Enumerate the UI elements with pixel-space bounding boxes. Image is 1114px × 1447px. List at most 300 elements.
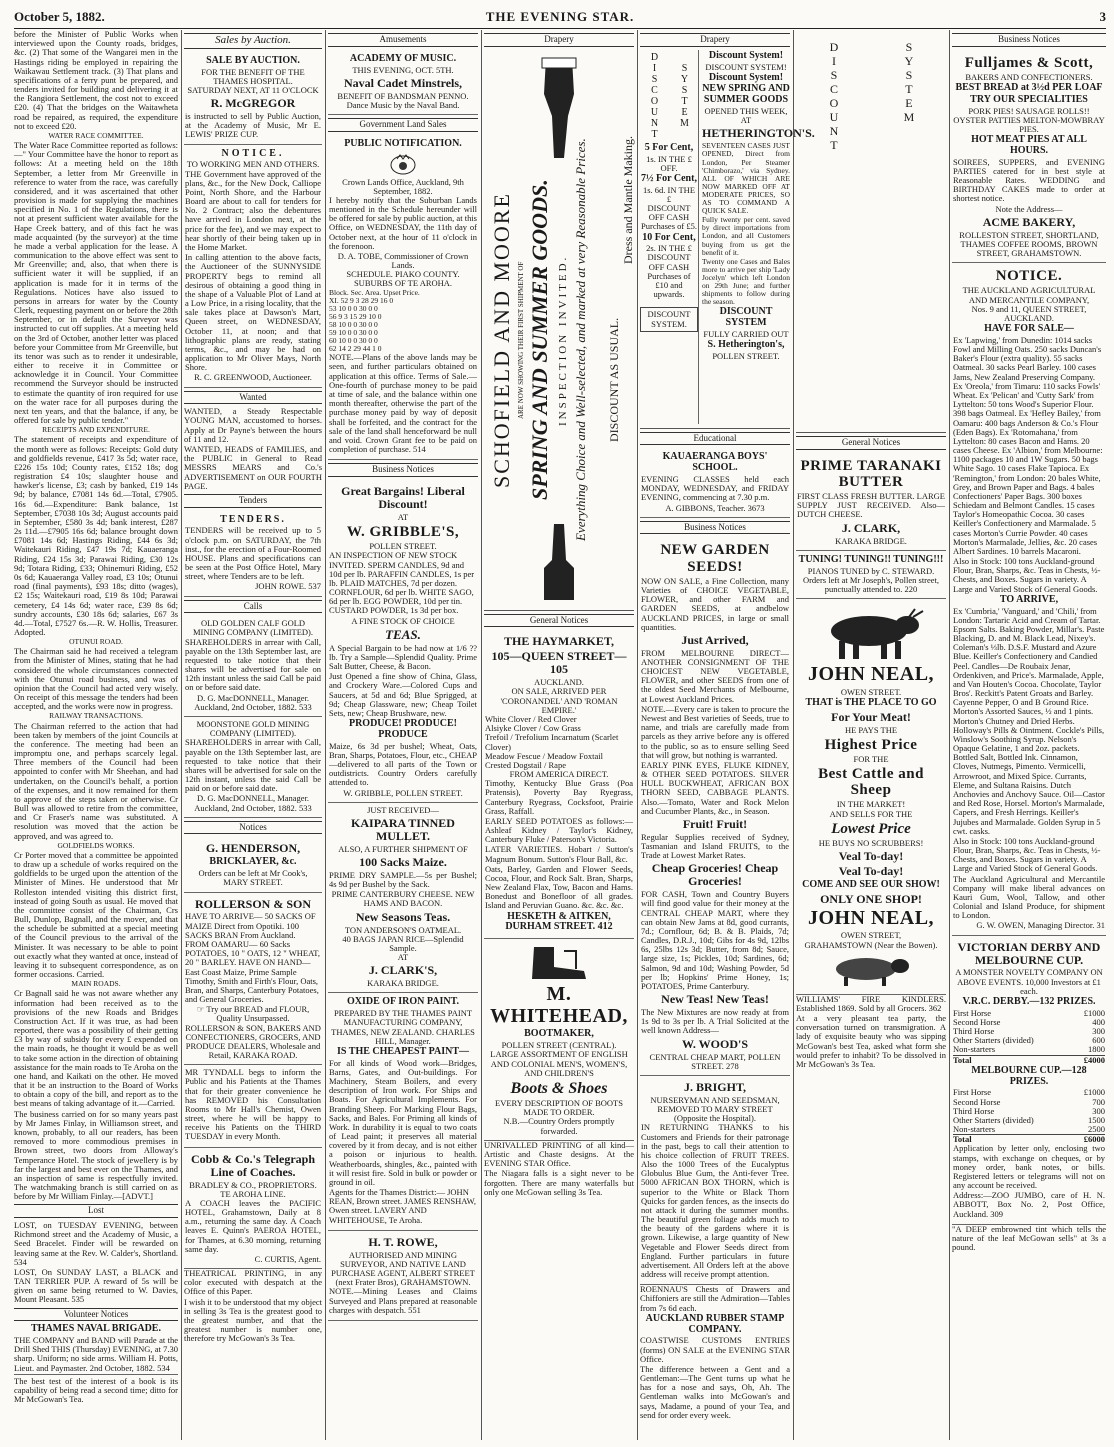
ad-title: KAIPARA TINNED MULLET. [351,815,455,843]
section-header-general: General Notices [796,436,946,450]
ad-pre: JUST RECEIVED— [367,804,439,815]
ad-graham: GRAHAMSTOWN (Near the Bowen). [804,939,938,950]
ad-title: PRIME TARANAKI BUTTER [800,457,942,490]
table-row: 60 10 0 0 30 0 0 [329,336,378,346]
schofield-goods: SPRING AND SUMMER GOODS. [527,179,552,501]
fulljames-ad [952,50,1106,264]
ad-body: LARGE ASSORTMENT OF ENGLISH AND COLONIAL MEN'S, WOMEN'S, AND CHILDREN'S [490,1049,628,1078]
discount-word: DISCOUNT [649,51,660,140]
ad-boots: Boots & Shoes [510,1079,608,1097]
row-value: 1500 [1088,1114,1105,1125]
schofield-ad [484,50,634,611]
ad-body: NOTE.—Mining Leases and Claims Surveyed and Plans prepared at reasonable charges with despatch. 551 [329,1286,477,1315]
ad-title: ACADEMY OF MUSIC. [349,52,457,64]
row-label: Second Horse [953,1096,1001,1107]
royal-crest-icon [388,153,418,175]
tea-ad: The Niagara falls is a sight never to be forgotten. There are many waterfalls but only one McGowan selling 3s Tea. [484,1168,634,1197]
column-4 [484,30,634,1440]
row-label: Third Horse [953,1105,995,1116]
ad-title: SALE BY AUCTION. [206,54,300,66]
ad-body: PRIME DRY SAMPLE.—5s per Bushel; 4s 9d per Bushel by the Sack. [329,869,477,890]
ad-body: Oats, Barley, Garden and Flower Seeds, Cocoa, Flour, and Rock Salt. Bran, Sharps, New Zealand Flax, Tow, Bacon and Hams. Bonedust and Bonefloor of all grades. Island and Peruvian Guano. &c. &c. &c. [485,863,633,911]
ad-place: THAT is THE PLACE TO GO [805,696,937,708]
ad-title: THE HAYMARKET, [503,634,614,649]
ad-foot: Dance Music by the Naval Band. [346,99,460,110]
ad-name: J. CLARK, [841,520,901,535]
table-row: 62 14 2 29 44 1 0 [329,344,382,354]
ad-at: AT [740,115,752,126]
ad-title: KAUAERANGA BOYS' SCHOOL. [662,451,768,474]
ad-body: SOIREES, SUPPERS, and EVENING PARTIES catered for in best style at Reasonable Rates. WEDDING and BIRTHDAY CAKES made to order at shortest notice. [953,156,1105,204]
ad-nb: N.B.—Country Orders promptly forwarded. [503,1116,615,1136]
row-label: First Horse [953,1087,992,1098]
schofield-discount: DISCOUNT AS USUAL. [607,317,621,442]
printing-ad: THEATRICAL PRINTING, in any color executed with despatch at the Office of this Paper. [184,1268,322,1297]
ad-at: AT [397,952,409,963]
ad-address: POLLEN STREET (CENTRAL). [501,1040,617,1051]
ad-street: KARAKA BRIDGE. [835,535,907,546]
column-rule [949,30,950,1440]
tier-amount: 5 For Cent, [644,141,694,153]
news-paragraph: The business carried on for so many years past by Mr James Finlay, in Williamson street, and known, probably, to all our readers, has been removed to more commodious premises in Brown street, two doors from Alloway's Temperance Hotel. The stock of jewellery is by far the largest and best ever on the Thames, and an inspection of same is respectfully invited. The watchmaking branch is still carried on as before by Mr William Finlay.—[ADVT.] [14,1108,178,1202]
ad-sign: JOHN ROWE. 537 [255,581,321,592]
ad-name: W. GRIBBLE'S, [346,524,460,540]
ad-teas: New Teas! New Teas! [661,992,769,1007]
row-value: 300 [1092,1105,1105,1116]
schofield-sub: ARE NOW SHOWING THEIR FIRST SHIPMENT OF [517,261,525,419]
ad-subtitle: Crown Lands Office, Auckland, 9th September, 1882. [342,176,464,196]
ad-list: For all kinds of Wood work—Bridges, Barns, Gates, and Out-buildings. For Machinery, Steam Boilers, and every description of Iron work. For Ships and Boats. For Agricultural Implements. For Branding Sheep. For Marking Flour Bags, Sacks, and Bales. For Priming all kinds of Work. In durability it is equal to two coats of Lead paint; it preserves all material covered by it from decay, and is not either a poison or injurious to health. Weatherboards, shingles, &c., painted with it will resist fire. Sold in bulk or powder or ground in oil. [329,1057,477,1187]
ad-pays: HE PAYS THE [844,724,898,735]
row-value: £4000 [1083,1054,1105,1065]
row-value: £1000 [1083,1007,1105,1018]
wanted-ad: WANTED, HEADS of FAMILIES, and the PUBLIC in General to Read MESSRS MEARS and Co.'s ADVERTISEMENT on OUR FOURTH PAGE. [184,443,322,491]
ad-street: OWEN STREET, [840,930,902,941]
system-word: SYSTEM [679,62,690,129]
ad-america: FROM AMERICA DIRECT. [509,769,609,780]
boot-icon [504,945,614,981]
cobb-ad [184,1148,322,1269]
ad-name: J. BRIGHT, [683,1079,747,1094]
ad-body: Fully twenty per cent. saved by direct importations from London, and all Customers buying from us get the benefit of it. [702,215,790,257]
ad-body: In calling attention to the above facts, the Auctioneer of the SUNNYSIDE PROPERTY begs to remind all desirous of obtaining a good thing in the shape of a Valuable Plot of Land at a Low Price, in a rising locality, that the sale takes place at Dawson's Mart, Queen street, on WEDNESDAY, October 11, at noon; and that lithographic plans are ready, stating terms, &c., and may be had on application to Mr Oliver Mays, North Shore. [185,252,321,373]
ad-veal: Veal To-day! [838,849,904,864]
ad-title: NEW GARDEN SEEDS! [660,542,770,575]
tyndall-ad [184,1065,322,1147]
list-item: Meadow Fescue / Meadow Foxtail [485,750,604,761]
ad-trade: NURSERYMAN AND SEEDSMAN, REMOVED TO MARY STREET (Opposite the Hospital). [650,1094,780,1124]
whitehead-ad [484,939,634,1141]
section-header-lost: Lost [14,1204,178,1218]
ad-body: Orders left at Mr Joseph's, Pollen street, punctually attended to. 220 [802,574,940,594]
ad-sign: R. C. GREENWOOD, Auctioneer. [194,372,312,383]
section-header-wanted: Wanted [184,391,322,405]
ad-foot: The Auckland Agricultural and Mercantile Company will make liberal advances on Kauri Gum, Wool, Tallow, and other Colonial and Island Produce, for shipment to London. [953,873,1105,921]
news-paragraph: The statement of receipts and expenditure of the month were as follows: Receipts: Gold duty and goldfields revenue, £417 3s 5d; water race, £226 15s 10d; County rates, £152 18s; dog registration £4 10s; slaughter house and hawker's license, £3; cash by banked, £19 14s 9d; by balance, £7081 14s 6d.—Total, £7905. 16s 6d.—Expenditure: Bank balance, 1st September, £7038 10s 3d; August accounts paid in September, £580 3s 4d; bank interest, £287 2s 11d.—£7905 16s 6d; balance brought down £7081 14s 6d; Hastings Riding, £44 6s 3d; Waitekauri Riding, £47 19s 7d; Kauaeranga Riding, £24 15s 3d; Parawai Riding, £30 12s 9d; Totara Riding, £33; Ohinemuri Riding, £52 0s 6d; Kauaeranga Valley road, £3 10s; Otunui road (final payments), £93 18s; ditto (wages), £2 15s; Waitekauri road, £19 8s 10d; Parawai cemetery, £4 14s 6d; water race, £39 8s 6d; sundry accounts, £30 18s 6d; salaries, £67 3s 4d.—Total, £7527 6s.—R. W. Hollis, Treasurer. Adopted. [14,434,178,638]
call-ad [184,616,322,717]
news-subhead: MAIN ROADS. [71,979,121,989]
ad-name: JOHN NEAL, [807,663,935,686]
schofield-inspection: INSPECTION INVITED. [557,254,569,426]
ad-pre: A FINE STOCK OF CHOICE [351,615,455,626]
schofield-every: Everything Choice and Well-selected, and marked at very Reasonable Prices. [573,138,588,542]
section-header-govt: Government Land Sales [328,118,478,132]
news-paragraph: before the Minister of Public Works when interviewed upon the County roads, bridges, &c. (2) That some of the Wangarei men in the Hastings riding be employed in repairing the Waikawau Settlement track. (3) That plans and specifications of a ferry punt be prepared, and tenders invited for building and delivering it at the Rangiora Settlement, the cost not to exceed £20. (4) That the bridges on the Waitawheta road be repaired, as required, the expenditure not to exceed £20. [14,29,178,131]
notice-ad [184,145,322,388]
ad-title: Fulljames & Scott, [964,54,1094,71]
ad-subtitle: FOR THE BENEFIT OF THE THAMES HOSPITAL. [201,66,305,86]
tier-rate: 2s. IN THE £ [646,243,692,254]
column-news [14,30,178,1440]
table-row [953,1125,1105,1134]
ad-body: SEVENTEEN CASES JUST OPENED, Direct from London, Per Steamer 'Chimborazo,' via Sydney. ALL OF WHICH ARE NOW MARKED OFF AT MODERATE PRICES, SO AS TO COMMAND A QUICK SALE. [702,141,790,216]
ad-name: Naval Cadet Minstrels, [343,75,463,90]
ad-new: NEW SPRING AND SUMMER GOODS [702,83,790,106]
schofield-dress: Dress and Mantle Making. [621,135,635,264]
ad-discount: DISCOUNT SYSTEM [719,306,773,329]
tier-rate: 1s. 6d. IN THE £ [642,184,696,204]
list-item: White Clover / Red Clover [485,713,577,724]
list-item: Alsiyke Clover / Cow Grass [485,723,581,734]
ad-body: is instructed to sell by Public Auction, at the Academy of Music, Mr E. LEWIS' PRIZE CUP. [185,111,321,140]
ad-groceries: Cheap Groceries! Cheap Groceries! [651,861,779,889]
ad-body: A COACH leaves the PACIFIC HOTEL, Grahamstown, Daily at 8 a.m., returning the same day. A Coach leaves E. Quinn's PAEROA HOTEL, for Thames, at 6.30 morning, returning same day. [185,1197,321,1254]
tier-amount: 10 For Cent, [642,231,696,243]
ad-name: R. McGREGOR [210,96,296,111]
column-7 [952,30,1106,1440]
ad-title: TUNING! TUNING!! TUNING!!! [798,553,944,565]
rowe-ad [328,1231,478,1321]
ad-title: TENDERS. [220,513,286,525]
section-header-educational: Educational [640,432,790,446]
ad-name: HETHERINGTON'S. [702,126,815,141]
ad-body: SHAREHOLDERS in arrear with Call, payable on the 13th September last, are requested to take notice that their shares will be advertised for sale on the 12th instant, unless the said Call be paid on or before said date. [185,737,321,794]
row-label: Second Horse [953,1016,1001,1027]
ad-body: HAVE TO ARRIVE— 50 SACKS OF MAIZE Direct from Opotiki. 100 SACKS BRAN From Auckland. FROM OAMARU— 60 Sacks POTATOES, 10 " OATS, 12 " WHEAT, 20 " BARLEY. HAVE ON HAND— East Coast Maize, Prime Sample Timothy, Smith and Firth's Flour, Oats, Bran, and Sharps, Canterbury Potatoes, and General Groceries. [185,911,320,1005]
derby-ad [952,936,1106,1225]
tuning-ad [796,551,946,599]
ad-fully: FULLY CARRIED OUT [703,328,789,339]
ad-date: THIS EVENING, OCT. 5TH. [352,64,454,75]
academy-ad [328,50,478,115]
kindlers-ad: WILLIAMS' FIRE KINDLERS. Established 1869. Sold by all Grocers. 362 [796,993,946,1013]
row-value: 2500 [1088,1124,1105,1135]
column-rule [481,30,482,1440]
table-row: 59 10 0 0 30 0 0 [329,328,378,338]
ad-try: TRY OUR SPECIALITIES [970,93,1088,105]
ad-market: IN THE MARKET! [836,799,906,810]
ad-note: NOTE.—Plans of the above lands may be seen, and further particulars obtained on application at this office. Terms of Sale.—One-fourth of purchase money to be paid at time of sale, and the balance within one month thereafter, otherwise the part of the purchase money paid by way of deposit shall be forfeited, and the contract for the sale of the land shall henceforward be null and void. Crown Grant fee to be paid on completion of purchase. 514 [329,352,477,455]
ad-title: VICTORIAN DERBY AND MELBOURNE CUP. [957,939,1101,967]
section-header-amusements: Amusements [328,33,478,47]
row-value: 400 [1092,1016,1105,1027]
newspaper-title: THE EVENING STAR. [485,9,635,24]
section-header-general: General Notices [484,614,634,628]
news-paragraph: The Water Race Committee reported as follows:—" Your Committee have the honor to report as follows: At a meeting held on the 18th September, a letter from Mr Greenville in reference to water from the race, was carefully considered, and it was ascertained that other provision is made for supplying the machines specified in No. 1 of the Regulations, there is not at present sufficient water available for the Hape Creek battery, and of this fact he was made acquainted (by the surveyor) at the time he made a verbal application for the lease. A communication to the above effect was sent to Mr Greenville; and, also, that when there is sufficient water it will be supplied, if an application is made for it in terms of the Regulations. Notices have also issued to persons in arrears for water by the County Clerk, requesting payment on or before the 28th September, or in default the Surveyor was instructed to cut off supplies. At a meeting held on the 3rd of October, another letter was placed before your Committee from Mr Greenville, but its tenor was such as to render it undesirable, either to receive it in Committee or acknowledge it in Council. Your Committee recommend the Surveyor should be instructed to estimate the quantity of iron required for use on the water race for all purposes during the next ten years, and that the balance, if any, be offered for sale by public tender." [14,139,178,426]
ad-sign: A. GIBBONS, Teacher. 3673 [665,502,765,513]
tier-amount: 7½ For Cent, [641,172,697,184]
ad-body: EVENING CLASSES held each MONDAY, WEDNESDAY, and FRIDAY EVENING, commencing at 7.30 p.m. [641,474,789,503]
ad-veal: Veal To-day! [838,864,904,879]
column-5 [640,30,815,1440]
row-label: Total [953,1134,972,1145]
rollerson-ad [184,893,322,1066]
column-rule [637,30,638,1440]
pointing-hand-up-icon [524,520,594,604]
ad-body: PIANOS TUNED by C. STEWARD. [807,565,935,576]
ad-maize: 100 Sacks Maize. [359,855,447,870]
news-subhead: RAILWAY TRANSACTIONS. [49,711,143,721]
seeds-ad [640,537,790,1075]
ad-body: MR TYNDALL begs to inform the Public and his Patients at the Thames that for their greater convenience he has REMOVED his Consultation Rooms to Mr Hall's Chemist, Owen street, where he will be happy to receive his Patients on the THIRD TUESDAY in every Month. [185,1067,321,1142]
ad-address: Address:—ZOO JUMBO, care of H. N. ABBOTT, Box No. 2, Post Office, Auckland. 309 [953,1190,1105,1219]
ad-sells: AND SELLS FOR THE [829,808,913,819]
ad-sign: C. CURTIS, Agent. [254,1253,321,1264]
tier-off: OFF. [660,162,678,173]
section-header-drapery: Drapery [484,33,634,47]
schedule-table [329,289,477,354]
ad-sign: D. G. MacDONNELL, Manager. Auckland, 2nd October, 1882. 533 [194,692,312,712]
sheep-icon [816,953,926,987]
haymarket-ad [484,630,634,939]
ad-cattle: Best Cattle and Sheep [818,766,924,799]
ad-open: OPENED THIS WEEK, [704,106,788,117]
row-value: 1800 [1088,1044,1105,1055]
ad-best: BEST BREAD at 3½d PER LOAF [955,82,1103,94]
ad-list: Ex 'Lapwing,' from Dunedin: 1014 sacks Fowl and Milling Oats. 250 sacks Duncan's Baker's Flour (extra quality). 55 sacks Oatmeal. 30 sacks Pearl Barley. 100 cases Jams, New Zealand Preserving Company. Ex 'Oreola,' from Timaru: 110 sacks Fowls' Wheat. Ex 'Pelican' and 'Cutty Sark' from Lyttelton: 50 tons Wood's Superior Flour. 398 bags Oatmeal. Ex 'Hefley Bailey,' from Oamaru: 400 bags Anderson & Co.'s Flour (Eden Bags). Ex 'Rotomahana,' from Lyttelton: 80 cases Bacon and Hams. 20 cases Cheese. Ex 'Albion,' from Melbourne: 1100 packages 10 and 1W Sugars. 50 bags White Sago. 10 cases Flake Tapioca. Ex 'Remington,' from London: 20 bales White, Grey, and Brown Paper and Bags. 4 bales Confectioners' Paper Bags. 300 boxes Schiedam and Belmont Candles. 15 cases Taylor's Homeopathic Cocoa. 30 cases Keiller's Confectionery and Marmalade. 5 cases Morton's Currie Powder. 40 cases Morton's Marmalade, Jellies, &c. 20 cases Albert Sardines. 10 barrels Macaroni. [953,334,1103,556]
ad-try [185,1005,321,1023]
derby-table [953,1009,1105,1065]
ad-subtitle: BENEFIT OF BANDSMAN PENNO. [337,90,469,101]
section-header-notices: Notices [184,821,322,835]
table-row: XI. 52 9 3 28 29 16 0 [329,295,394,305]
volunteer-title: THAMES NAVAL BRIGADE. [31,1323,161,1335]
paint-ad [328,993,478,1230]
ad-body: TENDERS will be received up to 5 o'clock p.m. on SATURDAY, the 7th inst., for the erection of a Four-Roomed HOUSE. Plans and specifications can be seen at the Post Office Hotel, Mary street, where Tenders are to be left. [185,525,321,582]
ad-teas: New Seasons Teas. [355,909,451,924]
clark-ad [328,803,478,994]
list-item: Trefoil / Trefolium Incarnatum (Scarlet Clover) [485,732,619,752]
ad-name: ROLLERSON & SON [194,896,312,911]
ad-note: NOTE.—Every care is taken to procure the Newest and Best varieties of Seeds, true to name, and trials are carefully made from parcels as they arrive before any is offered to the public, so as to ensure selling Seed that will grow, but nothing is warranted. [641,703,789,760]
ad-sign: D. G. MacDONNELL, Manager. Auckland, 2nd October, 1882. 533 [194,793,312,813]
neal-ad [796,599,946,995]
ad-also: ALSO, A FURTHER SHIPMENT OF [338,843,468,854]
tier-off: DISCOUNT OFF CASH Purchases of £5. [641,203,697,232]
ad-company: THE AUCKLAND AGRICULTURAL AND MERCANTILE COMPANY, [962,285,1096,305]
cup-title: MELBOURNE CUP.—128 PRIZES. [971,1064,1087,1087]
ad-title: AUTHORISED AND MINING SURVEYOR, AND NATIVE LAND PURCHASE AGENT, ALBERT STREET (next Frater Bros), GRAHAMSTOWN. [331,1249,475,1288]
ad-address: 105—QUEEN STREET—105 [491,649,627,677]
derby-title: V.R.C. DERBY.—132 PRIZES. [962,996,1096,1007]
ad-title: NOTICE. [221,147,285,159]
ad-apply: Application by letter only, enclosing two stamps, with exchange on cheques, or by money order, bank notes, or bills. Registered letters or telegrams will not on any account be received. [953,1143,1105,1191]
page-number: 3 [1099,9,1106,24]
discount-system-vertical [796,30,946,433]
ad-also: Also in Stock: 100 tons Auckland-ground Flour, Bran, Sharps, &c. Teas in Chests, ½-Chests, and Boxes. Sugars in variety. A Large and Varied Stock of General Goods. [953,556,1101,594]
ad-name: M. WHITEHEAD, [490,983,628,1027]
column-2 [184,30,322,1440]
ad-title: Cobb & Co.'s Telegraph Line of Coaches. [190,1151,316,1179]
ad-body: FROM MELBOURNE DIRECT— ANOTHER CONSIGNMENT OF THE CHOICEST NEW VEGETABLE, FLOWER, and other SEEDS from one of the oldest Seed Merchants of Melbourne, at Lowest Auckland Prices. [641,647,789,704]
rubber-stamp-ad: AUCKLAND RUBBER STAMP COMPANY. [645,1312,785,1335]
ad-have: HAVE FOR SALE— [984,323,1074,335]
discount-word: DISCOUNT [826,40,841,152]
discount-vertical-letters [640,50,698,142]
ad-body: PREPARED BY THE THAMES PAINT MANUFACTURING COMPANY, THAMES, NEW ZEALAND. CHARLES HILL, Manager. [331,1008,475,1046]
ad-sale: ON SALE, ARRIVED PER 'CORONANDEL' AND 'ROMAN EMPIRE.' [500,686,618,715]
ad-title: OXIDE OF IRON PAINT. [346,996,460,1008]
ad-body: I hereby notify that the Suburban Lands mentioned in the Schedule hereunder will be offered for sale by public auction, at this Office, on WEDNESDAY, the 11th day of October next, at the hour of 11 o'clock in the forenoon. [329,194,477,251]
ad-sign: G. W. OWEN, Managing Director. 31 [976,920,1105,931]
row-value: £1000 [1083,1087,1105,1098]
masthead [14,6,1106,29]
row-label: Third Horse [953,1026,995,1037]
table-row: 53 10 0 0 30 0 0 [329,303,378,313]
discount-box: DISCOUNT SYSTEM. [640,307,698,331]
tier-rate: 1s. IN THE £ [646,153,692,164]
cup-table [953,1088,1105,1144]
row-label: Other Starters (divided) [953,1114,1034,1125]
column-rule [793,30,794,1440]
bull-icon [811,605,931,661]
ad-title: PUBLIC NOTIFICATION. [344,137,462,149]
ad-body: The New Mixtures are now ready at from 1s 9d to 3s per lb. A Trial Solicited at the well known Address— [641,1007,789,1036]
tier-off: DISCOUNT OFF CASH Purchases of £10 and upwards. [647,252,691,300]
call-ad [184,717,322,818]
ad-title: MOONSTONE GOLD MINING COMPANY (LIMITED). [196,719,310,739]
ad-body: NOW ON SALE, a Fine Collection, many Varieties of CHOICE VEGETABLE, FLOWER, and other FARM and GARDEN SEEDS, at andbelow AUCKLAND PRICES, in large or small quantities. [641,575,789,632]
ad-foot: ROLLERSON & SON, BAKERS AND CONFECTIONERS, GROCERS, AND PRODUCE DEALERS, Wholesale and Retail, KARAKA ROAD. [185,1022,321,1061]
news-paragraph: Cr Bagnall said he was not aware whether any information had been received as to the provisions of the new Roads and Bridges Construction Act. If it was true, as had been reported, there was a possibility of their getting £3 by way of subsidy for every £ expended on the main roads, he thought it would be as well to take some action in the direction of obtaining assistance for the main roads to Te Aroha on the one hand, and Kaikati on the other. He moved that it be an instruction to the Board of Works to obtain a copy of the bill, and report as to the best means of taking advantage of it.—Carried. [14,988,178,1109]
butter-ad [796,453,946,551]
ad-subtitle: Discount System! [708,71,784,83]
discount-tiers [640,50,699,424]
news-subhead: RECEIPTS AND EXPENDITURE. [42,425,150,435]
section-header-sales: Sales by Auction. [184,33,322,49]
tender-ad [184,511,322,597]
row-label: Non-starters [953,1044,996,1055]
ad-body: Maize, 6s 3d per bushel; Wheat, Oats, Bran, Sharps, Potatoes, Flour, etc., CHEAP —delivered to all parts of the Town or outdistricts. Country Orders carefully attended to. [329,740,477,788]
ad-arrived: Just Arrived, [681,632,749,647]
section-header-business: Business Notices [952,33,1106,47]
news-subhead: WATER RACE COMMITTEE. [48,130,144,140]
hetherington-main [702,49,815,361]
ad-subtitle: BRADLEY & CO., PROPRIETORS. [189,1179,317,1190]
system-word: SYSTEM [901,40,916,124]
ad-also: Also in Stock: 100 tons Auckland-ground Flour, Bran, Sharps, &c. Teas in Chests, ½-Chests, and Boxes. Sugars in variety. A Large and Varied Stock of General Goods. [953,835,1101,874]
table-total [953,1055,1105,1065]
ad-every: EVERY DESCRIPTION OF BOOTS MADE TO ORDER. [495,1098,623,1118]
ad-at: AT [397,511,409,522]
ad-title: Discount System! [708,49,784,61]
volunteer-body: THE COMPANY and BAND will Parade at the Drill Shed THIS (Thursday) EVENING, at 7.30 sharp. Uniform; no side arms. William H. Potts, Lieut. and Paymaster. 2nd October, 1882. 534 [14,1335,178,1373]
ad-only: ONLY ONE SHOP! [820,891,922,906]
govt-ad [328,135,478,461]
row-label: Other Starters (divided) [953,1035,1034,1046]
ad-fruit: Fruit! Fruit! [682,816,748,831]
ad-address: Nos. 9 and 11, QUEEN STREET, AUCKLAND. [971,303,1087,323]
ad-title: NOTICE. [995,268,1063,285]
ad-body: FIRST CLASS FRESH BUTTER. LARGE SUPPLY JUST RECEIVED. Also—DUTCH CHEESE. [797,491,945,520]
ad-rice: 40 BAGS JAPAN RICE—Splendid Sample. [342,933,464,953]
news-paragraph: Cr Porter moved that a committee be appointed to draw up a schedule of works required on the goldfields to be urged upon the attention of the Minister of Mines. He understood that Mr Rolleston intended visiting this district first, instead of going South as usual. He moved that the committee consist of the Chairman, Crs Bull, Dunlop, Bagnall, and the mover, and that the schedule be submitted at a special meeting of the Council previous to the arrival of the Minister. It was necessary to be able to point out exactly what they wanted at once, instead of leaving it to subsequent correspondence, as on former occasions. Carried. [14,849,178,980]
ad-body: Regular Supplies received of Sydney, Tasmanian and Island FRUITS, to the Trade at Lowest Market Rates. [641,831,789,861]
ad-oatmeal: TON ANDERSON'S OATMEAL. [344,924,462,935]
ad-sign: S. Hetherington's, [707,339,785,351]
ad-trade: BRICKLAYER, &c. [209,856,297,868]
ad-body: Twenty one Cases and Bales more to arrive per ship 'Lady Jocelyn' which left London on 29th June; and further shipments to follow during the season. [702,256,790,307]
ad-hot: HOT MEAT PIES AT ALL HOURS. [971,134,1087,156]
section-header-calls: Calls [184,600,322,614]
ad-body: FOR CASH, Town and Country Buyers will find good value for their money at the CENTRAL CHEAP MART, where they can obtain New Jams at 8d, good currants, 7d.; Cornflour, 6d; B. & B. Plaids, 7d; Candles, D.R.J., 10d; Gibs for 4s 9d, 12lbs 6s, 25lbs 12s 3d; Butter, from 8d; Sauce, large size, 1s; Pickles, 10d; Sardines, 6d; Salmon, 9d and 10d; Washing Powder, 5d per lb; Hopkins' Prime Honey, 1s; POTATOES, Prime Canterbury. [641,889,789,991]
issue-date: October 5, 1882. [14,9,105,24]
ad-note: Note the Address— [995,203,1063,214]
ad-list: EARLY PINK EYES, FLUKE KIDNEY, & OTHER SEED POTATOES. SILVER HULL BUCKWHEAT, AFRICAN BOX THORN SEED, CABBAGE PLANTS. Also.—Tomato, Water and Rock Melon and Cucumber Plants, &c., in Season. [641,759,789,816]
ad-date: SATURDAY NEXT, AT 11 O'CLOCK [187,85,319,96]
agricultural-ad [952,263,1106,935]
wanted-ad: WANTED, a Steady Respectable YOUNG MAN, accustomed to horses. Apply at Dr Payne's between the hours of 11 and 12. [184,406,322,444]
section-header-business: Business Notices [328,463,478,477]
school-ad [640,448,790,517]
news-paragraph: The Chairman referred to the action that had been taken by members of the joint Councils at the conference. The meeting had been an impromptu one, and perhaps scarcely legal. Three members of the Council had been appointed to confer with Mr Sheehan, and had undertaken, on the Council's behalf, a portion of the expenses, and it now remained for them to approve of the steps taken or otherwise. Cr Bull was allowed to retire from the committee, and Cr Fraser's name was substituted. A resolution was moved that the action be approved, and was agreed to. [14,720,178,841]
ad-title: OLD GOLDEN CALF GOLD MINING COMPANY (LIMITED). [192,618,314,638]
ad-street: POLLEN STREET. [712,350,780,361]
row-label: Non-starters [953,1124,996,1135]
row-value: 700 [1092,1096,1105,1107]
ad-pork: PORK PIES! SAUSAGE ROLLS!! OYSTER PATTIES MELTON-MOWBRAY PIES. [953,105,1105,135]
schedule-title: SCHEDULE. PIAKO COUNTY. SUBURBS OF TE AROHA. [346,269,460,289]
list-item: Crested Dogstail / Rape [485,759,566,770]
auction-ad [184,52,322,145]
ad-body: Timothy, Kentucky Blue Grass (Poa Pratensis), Poverty Bay Ryegrass, Canterbury Ryegrass, Cocksfoot, Prairie Grass, Raffall. [485,778,633,816]
tea-ad: I wish it to be understood that my object in selling 3s Tea is the greatest good to the greatest number, and that the greatest number is number one, therefore try McGowan's 3s Tea. [184,1296,322,1344]
ad-street: OWEN STREET. [840,686,902,697]
roennau-ad: ROENNAU'S Chests of Drawers and Chiffoniers are still the Admiration—Tables from 7s 6d each. [640,1284,790,1313]
ad-subtitle: BAKERS AND CONFECTIONERS. [965,71,1093,82]
pointing-hand-icon: ☞ [196,1004,205,1015]
row-value: £6000 [1083,1134,1105,1145]
ad-trade: BOOTMAKER, [524,1028,594,1040]
ad-teas: TEAS. [385,626,421,642]
customs-ad: COASTWISE CUSTOMS ENTRIES (forms) ON SALE at the EVENING STAR Office. [640,1335,790,1364]
ad-name: G. HENDERSON, [205,841,301,856]
ad-produce: PRODUCE! PRODUCE! PRODUCE [348,718,458,740]
ad-highest: Highest Price [824,736,918,753]
ad-name: W. WOOD'S [681,1036,749,1051]
ad-agents: Agents for the Thames District:— JOHN REAN, Brown street. JAMES RENSHAW, Owen street. LAVERY AND WHITEHOUSE, Te Aroha. [329,1187,477,1225]
row-value: 600 [1092,1035,1105,1046]
seed-list [485,715,633,770]
ad-buys: HE BUYS NO SCRUBBERS! [818,838,924,848]
ad-cheese: PRIME CANTERBURY CHEESE. NEW HAMS AND BACON. [331,889,475,909]
ad-cheap: IS THE CHEAPEST PAINT— [337,1045,469,1057]
ad-meat: For Your Meat! [831,709,911,724]
lost-notice: LOST, on TUESDAY EVENING, between Richmond street and the Academy of Music, a Seed Bracelet. Finder will be rewarded on leaving same at the Rev. W. Calder's, Shortland. 534 [14,1220,178,1267]
ad-title: Great Bargains! Liberal Discount! [341,483,465,511]
section-header-drapery: Drapery [640,33,790,47]
ad-subtitle: DISCOUNT SYSTEM! [705,61,787,72]
ad-city: AUCKLAND. [534,677,584,688]
footer-paragraph: The best test of the interest of a book is its capability of being read a second time; ditto for Mr McGowan's Tea. [14,1375,178,1405]
ad-come: COME AND SEE OUR SHOW! [802,879,940,891]
ad-lowest: Lowest Price [831,820,911,837]
news-subhead: OTUNUI ROAD. [69,637,123,647]
ad-body: Just Opened a fine show of China, Glass, and Crockery Ware.—Colored Cups and Saucers, at 5d and 6d; Blue Sprigged, at 9d; Cheap Glassware, new; Cheap Toilet Sets, new; Cheap Brushware, new. [329,671,477,718]
schofield-name: SCHOFIELD AND MOORE [489,191,514,488]
tea-ad: "A DEEP embrowned tint which tells the nature of the leaf McGowan sells" at 3s a pound. [952,1223,1106,1253]
ad-name: J. CLARK'S, [368,963,438,978]
